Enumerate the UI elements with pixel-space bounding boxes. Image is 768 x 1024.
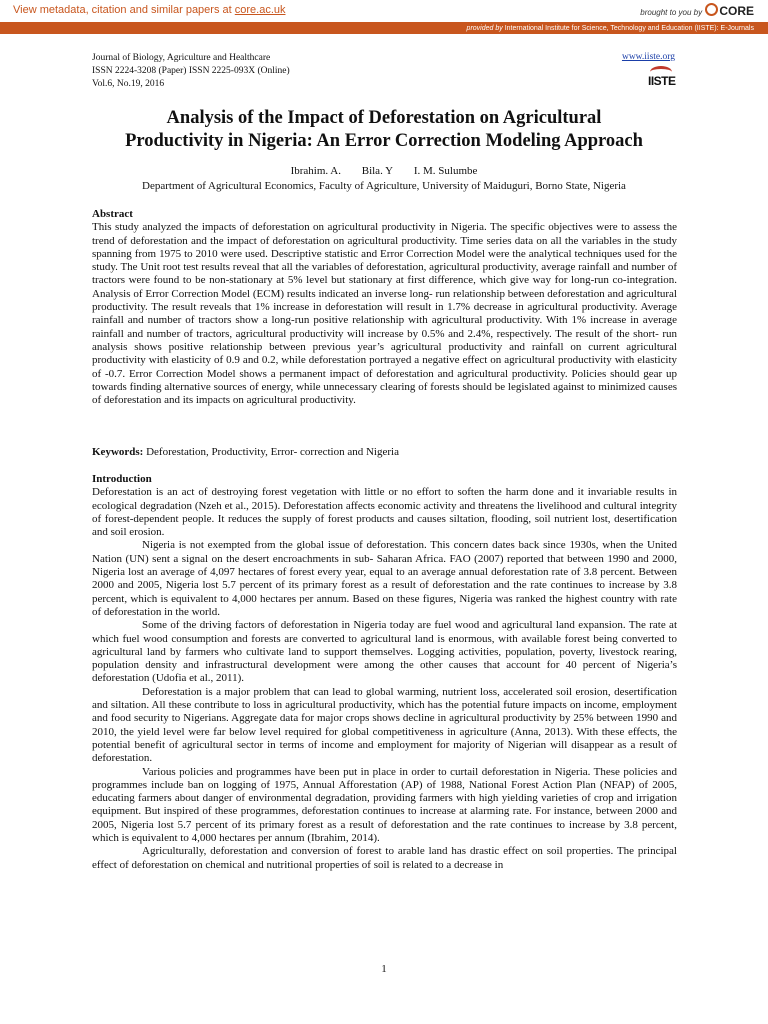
journal-volume: Vol.6, No.19, 2016	[92, 79, 165, 89]
paper-title: Analysis of the Impact of Deforestation on Agricultural Productivity in Nigeria: An Error Correction Modeling Approach	[125, 108, 643, 151]
core-logo-icon	[705, 3, 718, 16]
core-logo[interactable]: CORE	[704, 4, 754, 18]
core-brought-text: brought to you by	[640, 8, 703, 17]
author-list	[0, 165, 768, 177]
author: I. M. Sulumbe	[413, 165, 478, 177]
page-number: 1	[381, 963, 387, 975]
author-affiliation: Department of Agricultural Economics, Faculty of Agriculture, University of Maiduguri, Borno State, Nigeria	[142, 180, 626, 192]
abstract-section	[92, 208, 677, 407]
author: Bila. Y	[361, 165, 394, 177]
introduction-section	[92, 473, 677, 872]
provided-by-bar	[0, 24, 768, 34]
core-banner	[0, 0, 768, 24]
paragraph: Deforestation is an act of destroying forest vegetation with little or no effort to soften the harm done and it invariable results in ecological degradation (Nzeh et al., 2015). Deforestation affects economic activity and threatens the livelihood and cultural integrity of forest-dependent people. It reduces the supply of forest products and causes siltation, flooding, soil nutrient lost, desertification and soil erosion.	[92, 486, 677, 539]
journal-header	[92, 52, 290, 91]
provided-by-text: provided by International Institute for Science, Technology and Education (IISTE): E-Journals	[466, 25, 754, 32]
paragraph: Agriculturally, deforestation and conversion of forest to arable land has drastic effect on soil properties. The principal effect of deforestation on chemical and nutritional properties of soil is related to a decrease in	[92, 845, 677, 871]
keywords-label: Keywords:	[92, 446, 144, 458]
core-ac-uk-link[interactable]: core.ac.uk	[234, 4, 286, 16]
journal-issn: ISSN 2224-3208 (Paper) ISSN 2225-093X (Online)	[92, 66, 290, 76]
abstract-text: This study analyzed the impacts of deforestation on agricultural productivity in Nigeria. The specific objectives were to assess the trend of deforestation and the impact of deforestation on agricultural productivity. Time series data on all the variables in the study spanning from 1975 to 2010 were used. Descriptive statistic and Error Correction Model were the analytical techniques used for the study. The Unit root test results reveal that all the variables of deforestation, agricultural productivity, average rainfall and number of tractors were found to be non-stationary at 5% level but stationary at first difference, which give way for long-run co-integration. Analysis of Error Correction Model (ECM) results indicated an inverse long- run relationship between deforestation and agricultural productivity. The result reveals that 1% increase in deforestation will result in 1.7% decrease in agricultural productivity. Average rainfall and number of tractors show a long-run positive relationship with agricultural productivity. With 1% increase in average rainfall and number of tractors, agricultural productivity will increase by 0.5% and 2.4%, respectively. The result of the short- run analysis shows positive relationship between previous year’s agricultural productivity and rainfall on current agricultural productivity with elasticity of 0.9 and 0.2, while deforestation portrayed a negative effect on agricultural productivity with elasticity of -0.7. Error Correction Model shows a permanent impact of deforestation and agricultural productivity. Policies should gear up towards finding alternative sources of energy, while unnecessary clearing of forests should be legislated against to minimized causes of deforestation and its impacts on agricultural productivity.	[92, 221, 677, 407]
keywords	[92, 446, 677, 459]
paragraph: Various policies and programmes have been put in place in order to curtail deforestation in Nigeria. These policies and programmes include ban on logging of 1975, Annual Afforestation (AP) of 1988, National Forest Action Plan (NFAP) of 2005, educating farmers about danger of environmental degradation, providing farmers with high yielding varieties of crop and irrigation equipment. But inspired of these programmes, deforestation continues to increase at alarming rate. For instance, between 2000 and 2005, Nigeria lost 5.7 percent of its primary forest as a result of deforestation and the rate continues to increase by 3.8 percent, which is equivalent to 4,000 hectares per annum (Ibrahim, 2014).	[92, 765, 677, 845]
abstract-heading: Abstract	[92, 208, 133, 220]
core-brought-by	[640, 3, 754, 18]
paragraph: Nigeria is not exempted from the global issue of deforestation. This concern dates back since 1930s, when the United Nation (UN) sent a signal on the desert encroachments in sub- Saharan Africa. FAO (2007) reported that between 1990 and 2000, Nigeria lost an average of 4,097 hectares of forest every year, equal to an average annual deforestation rate of 3.8 percent. Between 2000 and 2005, Nigeria lost 5.7 percent of its primary forest as a result of deforestation and the rate continues to increase by 3.8 percent, which is equivalent to 4,000 hectares per annum. Based on these figures, Nigeria was ranked the highest country with rate of deforestation in the world.	[92, 539, 677, 618]
keywords-text: Deforestation, Productivity, Error- correction and Nigeria	[146, 446, 399, 458]
paragraph: Deforestation is a major problem that can lead to global warming, nutrient loss, accelerated soil erosion, desertification and siltation. All these contribute to loss in agricultural productivity, which has the potential future impacts on income, employment and food security to Nigerians. Aggregate data for major crops shows decline in agricultural productivity by 25% between 1990 and 2010, the yield level were far below level required for global competitiveness in agriculture (Anna, 2013). With these effects, the potential benefit of agricultural sector in terms of income and employment for majority of Nigerian will disappear as a result of deforestation.	[92, 685, 677, 765]
core-metadata-link[interactable]	[13, 4, 286, 16]
introduction-heading: Introduction	[92, 473, 152, 485]
author: Ibrahim. A.	[290, 165, 341, 177]
journal-url-link[interactable]: www.iiste.org	[621, 52, 675, 62]
core-view-text: View metadata, citation and similar papers at	[13, 4, 232, 16]
paragraph: Some of the driving factors of deforestation in Nigeria today are fuel wood and agricultural land expansion. The rate at which fuel wood consumption and forests are converted to agricultural land is enormous, with available forest being converted to agricultural land by farmers who cultivate land to support themselves. Logging activities, population, poverty, livestock rearing, population density and infrastructural development were among the other causes that account for 40 percent of Nigeria’s deforestation (Udofia et al., 2011).	[92, 619, 677, 685]
journal-name: Journal of Biology, Agriculture and Healthcare	[92, 53, 271, 63]
iiste-logo: IISTE	[648, 66, 674, 90]
